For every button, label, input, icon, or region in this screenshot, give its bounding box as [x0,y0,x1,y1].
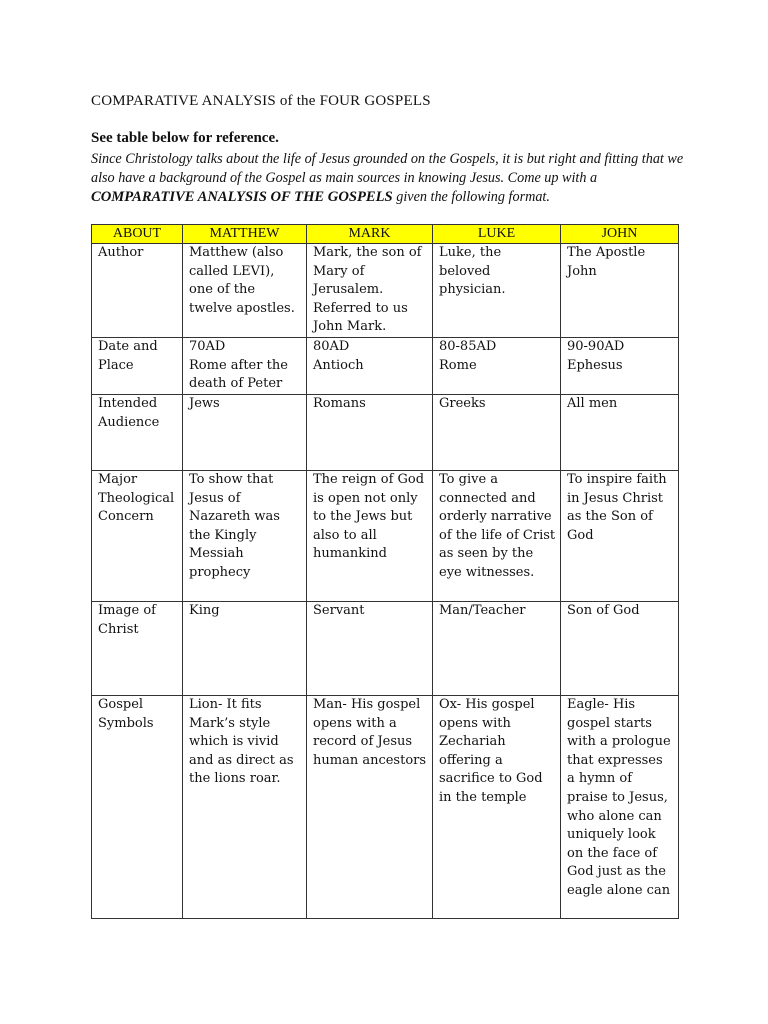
table-row-audience [92,394,679,470]
cell-mark: 80AD Antioch [307,337,433,394]
cell-john: 90-90AD Ephesus [561,337,679,394]
gospels-comparison-table [91,224,679,919]
table-row-author [92,244,679,338]
table-row-image-of-christ [92,601,679,695]
table-row-date-place [92,337,679,394]
cell-matthew: King [183,601,307,695]
intro-text-bold: COMPARATIVE ANALYSIS OF THE GOSPELS [91,189,393,205]
row-label: Author [92,244,183,338]
document-title: COMPARATIVE ANALYSIS of the FOUR GOSPELS [91,93,431,109]
cell-john: Son of God [561,601,679,695]
cell-matthew: To show that Jesus of Nazareth was the Kingly Messiah prophecy [183,470,307,601]
header-luke: LUKE [433,225,561,244]
cell-luke: Luke, the beloved physician. [433,244,561,338]
cell-mark: The reign of God is open not only to the Jews but also to all humankind [307,470,433,601]
header-mark: MARK [307,225,433,244]
reference-heading: See table below for reference. [91,130,279,146]
cell-matthew: Jews [183,394,307,470]
cell-mark: Mark, the son of Mary of Jerusalem. Referred to us John Mark. [307,244,433,338]
intro-text-after: given the following format. [392,189,550,205]
cell-john: All men [561,394,679,470]
header-about: ABOUT [92,225,183,244]
table-header-row [92,225,679,244]
header-matthew: MATTHEW [183,225,307,244]
row-label: Major Theological Concern [92,470,183,601]
row-label: Intended Audience [92,394,183,470]
cell-luke: To give a connected and orderly narrative of the life of Crist as seen by the eye witnesses. [433,470,561,601]
cell-luke: 80-85AD Rome [433,337,561,394]
cell-john: To inspire faith in Jesus Christ as the Son of God [561,470,679,601]
cell-luke: Ox- His gospel opens with Zechariah offering a sacrifice to God in the temple [433,695,561,918]
cell-mark: Romans [307,394,433,470]
table-row-theological-concern [92,470,679,601]
cell-matthew: Matthew (also called LEVI), one of the twelve apostles. [183,244,307,338]
cell-john: The Apostle John [561,244,679,338]
cell-john: Eagle- His gospel starts with a prologue that expresses a hymn of praise to Jesus, who alone can uniquely look on the face of God just as the eagle alone can [561,695,679,918]
cell-luke: Man/Teacher [433,601,561,695]
cell-mark: Man- His gospel opens with a record of Jesus human ancestors [307,695,433,918]
row-label: Image of Christ [92,601,183,695]
cell-matthew: 70AD Rome after the death of Peter [183,337,307,394]
row-label: Gospel Symbols [92,695,183,918]
cell-matthew: Lion- It fits Mark’s style which is vivid and as direct as the lions roar. [183,695,307,918]
intro-text-before: Since Christology talks about the life of Jesus grounded on the Gospels, it is but right and fitting that we also have a background of the Gospel as main sources in knowing Jesus. Come up with a [91,151,684,186]
cell-mark: Servant [307,601,433,695]
cell-luke: Greeks [433,394,561,470]
table-row-gospel-symbols [92,695,679,918]
row-label: Date and Place [92,337,183,394]
header-john: JOHN [561,225,679,244]
intro-paragraph [91,150,691,207]
